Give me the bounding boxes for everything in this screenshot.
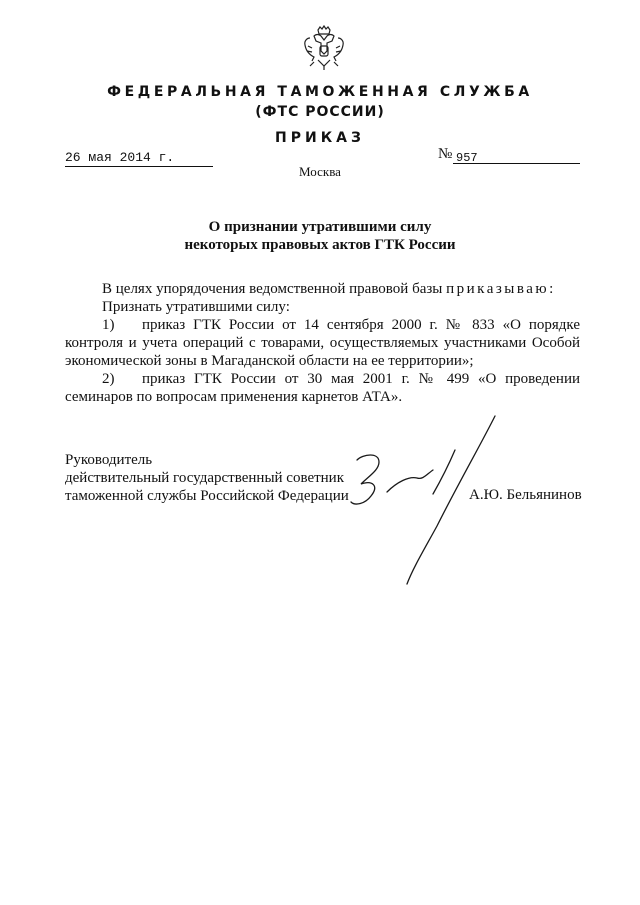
order-date: 26 мая 2014 г.	[65, 150, 175, 165]
number-sign: №	[438, 146, 453, 162]
document-type-title: ПРИКАЗ	[275, 130, 365, 146]
intro-text: В целях упорядочения ведомственной правовой базы	[102, 281, 443, 297]
signatory-name: А.Ю. Бельянинов	[469, 487, 582, 503]
order-body	[65, 280, 580, 406]
order-subject	[0, 218, 640, 254]
signatory-title-3: таможенной службы Российской Федерации	[65, 488, 349, 504]
intro-paragraph	[65, 280, 580, 298]
signatory-title-2: действительный государственный советник	[65, 470, 345, 486]
declare-paragraph: Признать утратившими силу:	[102, 299, 290, 315]
list-item-number: 2)	[102, 371, 115, 387]
subject-line-1: О признании утратившими силу	[208, 219, 432, 235]
subject-line-2: некоторых правовых актов ГТК России	[184, 237, 456, 253]
agency-short-name: (ФТС РОССИИ)	[255, 104, 385, 120]
list-item-text: приказ ГТК России от 30 мая 2001 г. № 499 «О проведении семинаров по вопросам применения карнетов АТА».	[65, 371, 580, 405]
order-number: 957	[456, 151, 478, 165]
intro-order-word: приказываю:	[446, 281, 556, 297]
issue-city: Москва	[299, 164, 341, 179]
list-item	[65, 370, 580, 406]
list-item-number: 1)	[102, 317, 115, 333]
signatory-title-block	[65, 451, 349, 505]
list-item-text: приказ ГТК России от 14 сентября 2000 г. № 833 «О порядке контроля и учета операций с товарами, осуществляемых участниками Особой экономической зоны в Магаданской области на ее территории»;	[65, 317, 580, 369]
double-headed-eagle-emblem-icon	[302, 24, 346, 72]
signatory-title-1: Руководитель	[65, 452, 153, 468]
list-item	[65, 316, 580, 370]
agency-name: ФЕДЕРАЛЬНАЯ ТАМОЖЕННАЯ СЛУЖБА	[107, 84, 533, 100]
